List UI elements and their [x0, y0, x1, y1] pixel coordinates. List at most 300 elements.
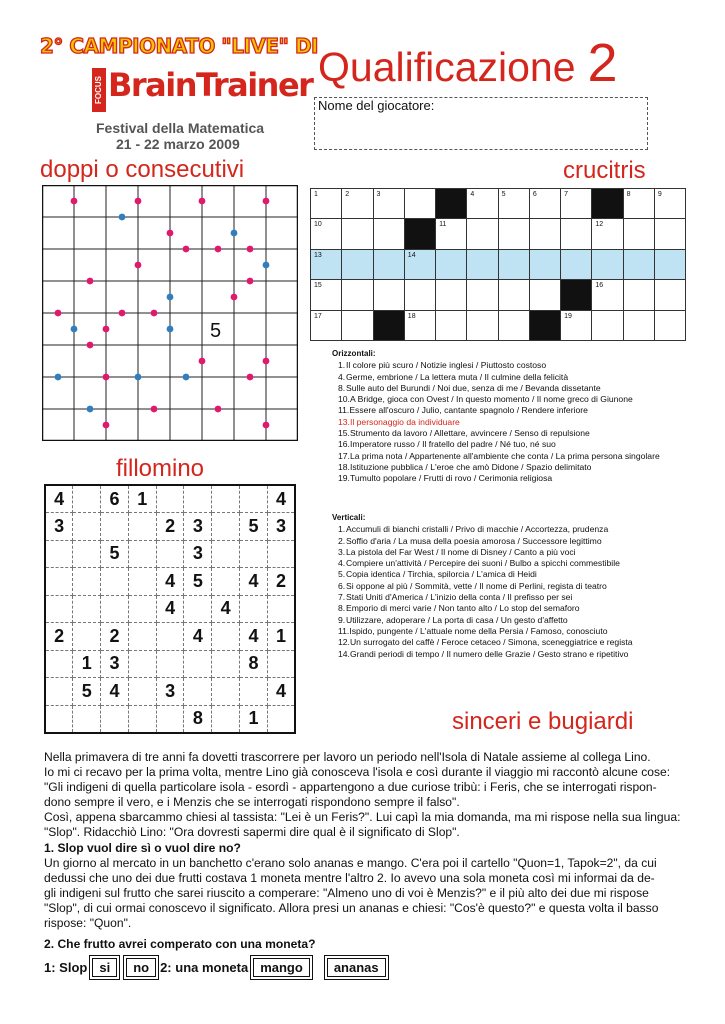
fillomino-cell[interactable]: 3 [45, 513, 73, 541]
fillomino-cell[interactable] [73, 513, 101, 541]
fillomino-cell[interactable] [212, 485, 240, 513]
event-dates: 21 - 22 marzo 2009 [116, 136, 240, 152]
fillomino-cell[interactable] [128, 678, 156, 706]
crucitris-cell[interactable] [467, 249, 498, 279]
fillomino-cell[interactable]: 4 [240, 623, 268, 651]
player-name-label: Nome del giocatore: [318, 98, 435, 113]
fillomino-cell[interactable] [156, 650, 184, 678]
title-text: Qualificazione [318, 44, 576, 90]
crucitris-cell[interactable]: 16 [592, 280, 623, 310]
fillomino-cell[interactable] [45, 650, 73, 678]
clue-number: 8. [338, 603, 346, 614]
orizzontali-clues [332, 348, 660, 485]
crucitris-cell[interactable] [561, 219, 592, 249]
crucitris-cell[interactable] [498, 310, 529, 340]
crucitris-black-cell [561, 280, 592, 310]
fillomino-cell[interactable]: 5 [240, 513, 268, 541]
orizzontali-heading: Orizzontali: [332, 349, 376, 358]
crucitris-cell[interactable] [623, 280, 654, 310]
fillomino-cell[interactable]: 4 [101, 678, 129, 706]
fillomino-cell[interactable]: 4 [184, 623, 212, 651]
doppi-double-dot [55, 310, 62, 317]
fillomino-cell[interactable]: 5 [184, 568, 212, 596]
doppi-double-dot [263, 422, 270, 429]
fillomino-cell[interactable] [156, 705, 184, 733]
sinceri-story [44, 750, 689, 952]
doppi-double-dot [103, 374, 110, 381]
fillomino-row [45, 650, 295, 678]
fillomino-cell[interactable]: 4 [240, 568, 268, 596]
fillomino-cell[interactable]: 3 [184, 540, 212, 568]
fillomino-row [45, 485, 295, 513]
crucitris-row [311, 189, 686, 219]
clue-number: 14. [338, 648, 350, 659]
title-number: 2 [587, 33, 618, 93]
doppi-double-dot [215, 246, 222, 253]
fillomino-cell[interactable] [101, 595, 129, 623]
crucitris-cell[interactable] [436, 249, 467, 279]
clue-number: 4. [338, 371, 346, 382]
doppi-double-dot [151, 406, 158, 413]
crucitris-cell[interactable]: 15 [311, 280, 342, 310]
crucitris-black-cell [529, 310, 560, 340]
fillomino-cell[interactable]: 3 [267, 513, 295, 541]
fillomino-cell[interactable]: 4 [212, 595, 240, 623]
crucitris-cell[interactable] [436, 310, 467, 340]
doppi-clue-number: 5 [210, 320, 222, 342]
crucitris-cell[interactable]: 19 [561, 310, 592, 340]
fillomino-cell[interactable] [45, 705, 73, 733]
clue-text: Compiere un'attività / Percepire dei suoni / Bulbo a spicchi commestibile [346, 558, 620, 569]
fillomino-cell[interactable] [101, 568, 129, 596]
clue-text: Tumulto popolare / Frutti di rovo / Cerimonia religiosa [349, 473, 553, 484]
doppi-consecutive-dot [183, 374, 190, 381]
crucitris-cell[interactable] [436, 280, 467, 310]
fillomino-row [45, 595, 295, 623]
story-line: "Slop", di cui ormai conoscevo il significato. Allora presi un ananas e chiesi: "Cos'è questo?" e questa volta il basso [44, 900, 659, 915]
fillomino-cell[interactable] [267, 705, 295, 733]
crucitris-cell[interactable]: 5 [498, 189, 529, 219]
story-line: Un giorno al mercato in un banchetto c'erano solo ananas e mango. C'era poi il cartello "Quon=1, Tapok=2", da cui [44, 855, 657, 870]
fillomino-cell[interactable] [73, 485, 101, 513]
clue-item [332, 428, 660, 439]
fillomino-cell[interactable] [101, 705, 129, 733]
crucitris-cell[interactable] [342, 219, 373, 249]
crucitris-cell[interactable] [342, 310, 373, 340]
doppi-double-dot [103, 326, 110, 333]
clue-number: 1. [338, 360, 346, 371]
fillomino-cell[interactable] [73, 568, 101, 596]
fillomino-cell[interactable]: 8 [240, 650, 268, 678]
crucitris-cell[interactable]: 12 [592, 219, 623, 249]
doppi-double-dot [199, 358, 206, 365]
crucitris-cell[interactable] [623, 249, 654, 279]
fillomino-cell[interactable]: 5 [101, 540, 129, 568]
fillomino-row [45, 623, 295, 651]
clue-text: Essere all'oscuro / Julio, cantante spagnolo / Rendere inferiore [349, 405, 588, 416]
doppi-double-dot [183, 246, 190, 253]
story-line: rispose: "Quon". [44, 916, 132, 931]
fillomino-cell[interactable] [101, 513, 129, 541]
clue-item [332, 394, 660, 405]
fillomino-cell[interactable] [73, 705, 101, 733]
sinceri-title: sinceri e bugiardi [452, 708, 634, 735]
fillomino-row [45, 568, 295, 596]
clue-item [332, 626, 633, 637]
doppi-consecutive-dot [119, 214, 126, 221]
fillomino-cell[interactable] [156, 540, 184, 568]
crucitris-cell[interactable] [561, 249, 592, 279]
fillomino-cell[interactable] [45, 678, 73, 706]
doppi-double-dot [263, 358, 270, 365]
clue-item [332, 603, 633, 614]
clue-text: Germe, embrione / La lettera muta / Il culmine della felicità [346, 371, 569, 382]
clue-text: Si oppone al più / Sommità, vette / Il nome di Perlini, regista di teatro [346, 580, 607, 591]
clue-number: 2. [338, 535, 346, 546]
fillomino-cell[interactable] [45, 595, 73, 623]
fillomino-cell[interactable] [156, 623, 184, 651]
crucitris-cell[interactable]: 10 [311, 219, 342, 249]
crucitris-cell[interactable] [592, 249, 623, 279]
fillomino-cell[interactable] [73, 595, 101, 623]
fillomino-row [45, 540, 295, 568]
doppi-puzzle-grid[interactable] [42, 185, 298, 441]
fillomino-cell[interactable]: 3 [184, 513, 212, 541]
fillomino-cell[interactable] [128, 650, 156, 678]
doppi-double-dot [87, 278, 94, 285]
clue-item [332, 383, 660, 394]
fillomino-cell[interactable] [240, 540, 268, 568]
clue-number: 6. [338, 580, 346, 591]
clue-text: Sulle auto del Burundi / Noi due, senza di me / Bevanda dissetante [346, 382, 601, 393]
fillomino-cell[interactable]: 2 [45, 623, 73, 651]
clue-number: 5. [338, 569, 346, 580]
fillomino-cell[interactable] [240, 595, 268, 623]
clue-number: 7. [338, 592, 346, 603]
crucitris-cell[interactable]: 2 [342, 189, 373, 219]
clue-item [332, 649, 633, 660]
crucitris-cell[interactable]: 8 [623, 189, 654, 219]
doppi-consecutive-dot [167, 326, 174, 333]
clue-item [332, 473, 660, 484]
crucitris-cell[interactable]: 7 [561, 189, 592, 219]
championship-banner: 2° CAMPIONATO "LIVE" DI [40, 34, 318, 58]
clue-number: 16. [338, 439, 350, 450]
clue-text: Grandi periodi di tempo / Il numero delle Grazie / Gesto strano e ripetitivo [349, 648, 629, 659]
doppi-double-dot [215, 406, 222, 413]
fillomino-cell[interactable] [212, 705, 240, 733]
crucitris-cell[interactable] [529, 219, 560, 249]
fillomino-cell[interactable] [212, 513, 240, 541]
fillomino-cell[interactable]: 3 [156, 678, 184, 706]
doppi-title: doppi o consecutivi [40, 156, 245, 183]
fillomino-cell[interactable] [45, 540, 73, 568]
doppi-double-dot [247, 246, 254, 253]
clue-text: Ispido, pungente / L'attuale nome della Persia / Famoso, conosciuto [349, 625, 608, 636]
crucitris-cell[interactable] [342, 280, 373, 310]
doppi-double-dot [263, 198, 270, 205]
clue-number: 17. [338, 450, 350, 461]
crucitris-cell[interactable]: 9 [654, 189, 685, 219]
clue-text: La prima nota / Appartenente all'ambiente che conta / La prima persona singolare [349, 450, 660, 461]
clue-text: Il colore più scuro / Notizie inglesi / Piuttosto costoso [346, 360, 547, 371]
crucitris-cell[interactable] [498, 219, 529, 249]
clue-text: Emporio di merci varie / Non tanto alto / Lo stop del semaforo [346, 603, 580, 614]
crucitris-cell[interactable] [498, 249, 529, 279]
clue-item [332, 581, 633, 592]
clue-text: Utilizzare, adoperare / La porta di casa / Un gesto d'affetto [346, 614, 568, 625]
crucitris-cell[interactable] [373, 249, 404, 279]
doppi-double-dot [103, 422, 110, 429]
clue-item [332, 372, 660, 383]
crucitris-row [311, 219, 686, 249]
crucitris-cell[interactable] [654, 280, 685, 310]
question-2: 2. Che frutto avrei comperato con una moneta? [44, 937, 316, 952]
doppi-consecutive-dot [167, 294, 174, 301]
fillomino-cell[interactable]: 8 [184, 705, 212, 733]
doppi-double-dot [151, 310, 158, 317]
crucitris-row [311, 280, 686, 310]
crucitris-cell[interactable] [467, 219, 498, 249]
clue-text: Soffio d'aria / La musa della poesia amorosa / Successore legittimo [346, 535, 602, 546]
fillomino-cell[interactable] [128, 595, 156, 623]
fillomino-cell[interactable] [212, 568, 240, 596]
story-line: dono sempre il vero, e i Menzis che se interrogati rispondono sempre il falso". [44, 795, 460, 810]
doppi-consecutive-dot [135, 374, 142, 381]
fillomino-cell[interactable]: 1 [267, 623, 295, 651]
crucitris-cell[interactable] [623, 219, 654, 249]
doppi-double-dot [247, 278, 254, 285]
story-line: Nella primavera di tre anni fa dovetti trascorrere per lavoro un periodo nell'Isola di Natale assieme al collega Lino. [44, 750, 651, 764]
fillomino-cell[interactable]: 2 [156, 513, 184, 541]
clue-text: Un surrogato del caffè / Feroce cetaceo / Simona, sceneggiatrice e regista [349, 637, 633, 648]
clue-number: 13. [338, 416, 350, 427]
clue-number: 10. [338, 394, 350, 405]
fillomino-cell[interactable] [156, 485, 184, 513]
clue-item [332, 592, 633, 603]
doppi-consecutive-dot [263, 262, 270, 269]
crucitris-cell[interactable] [529, 280, 560, 310]
crucitris-cell[interactable] [592, 310, 623, 340]
fillomino-cell[interactable]: 1 [128, 485, 156, 513]
fillomino-cell[interactable]: 3 [101, 650, 129, 678]
doppi-consecutive-dot [87, 406, 94, 413]
answer-si-box[interactable]: si [92, 958, 117, 977]
fillomino-cell[interactable]: 1 [73, 650, 101, 678]
answer-2-label: 2: una moneta [160, 960, 249, 975]
story-line: "Slop". Ridacchiò Lino: "Ora dovresti sapermi dire qual è il significato di Slop". [44, 825, 460, 840]
crucitris-cell[interactable]: 17 [311, 310, 342, 340]
verticali-heading: Verticali: [332, 513, 366, 522]
doppi-double-dot [119, 310, 126, 317]
doppi-double-dot [247, 374, 254, 381]
crucitris-cell[interactable] [404, 280, 435, 310]
crucitris-cell[interactable]: 3 [373, 189, 404, 219]
fillomino-cell[interactable] [128, 513, 156, 541]
question-1: 1. Slop vuol dire sì o vuol dire no? [44, 840, 241, 855]
crucitris-cell[interactable] [467, 310, 498, 340]
clue-text: Istituzione pubblica / L'eroe che amò Didone / Spazio delimitato [349, 461, 592, 472]
clue-number: 1. [338, 524, 346, 535]
crucitris-black-cell [436, 189, 467, 219]
clue-text: Stati Uniti d'America / L'inizio della conta / Il prefisso per sei [346, 592, 573, 603]
clue-text: Imperatore russo / Il fratello del padre / Né tuo, né suo [349, 439, 556, 450]
crucitris-cell[interactable] [342, 249, 373, 279]
clue-number: 18. [338, 461, 350, 472]
crucitris-black-cell [373, 310, 404, 340]
crucitris-cell[interactable] [529, 249, 560, 279]
fillomino-cell[interactable]: 6 [101, 485, 129, 513]
clue-item [332, 451, 660, 462]
fillomino-cell[interactable]: 4 [45, 485, 73, 513]
crucitris-black-cell [592, 189, 623, 219]
crucitris-cell[interactable] [654, 219, 685, 249]
crucitris-cell[interactable]: 1 [311, 189, 342, 219]
fillomino-cell[interactable] [73, 540, 101, 568]
fillomino-cell[interactable] [240, 678, 268, 706]
crucitris-cell[interactable]: 14 [404, 249, 435, 279]
doppi-double-dot [71, 198, 78, 205]
crucitris-cell[interactable] [373, 280, 404, 310]
story-line: gli indigeni sul frutto che sarei riuscito a comperare: "Almeno uno di voi è Menzis?" e il più alto dei due mi rispose [44, 885, 649, 900]
fillomino-cell[interactable]: 4 [267, 485, 295, 513]
doppi-consecutive-dot [71, 326, 78, 333]
doppi-consecutive-dot [231, 230, 238, 237]
fillomino-cell[interactable] [212, 623, 240, 651]
crucitris-cell[interactable] [654, 249, 685, 279]
clue-number: 9. [338, 614, 346, 625]
clue-item [332, 536, 633, 547]
fillomino-cell[interactable]: 5 [73, 678, 101, 706]
fillomino-cell[interactable] [212, 540, 240, 568]
answer-1-label: 1: Slop [44, 960, 88, 975]
fillomino-cell[interactable] [212, 678, 240, 706]
fillomino-title: fillomino [116, 455, 205, 482]
fillomino-cell[interactable] [73, 623, 101, 651]
clue-item [332, 405, 660, 416]
doppi-double-dot [167, 230, 174, 237]
fillomino-cell[interactable] [184, 678, 212, 706]
clue-text: Copia identica / Tirchia, spilorcia / L'amica di Heidi [346, 569, 537, 580]
clue-item [332, 558, 633, 569]
fillomino-cell[interactable] [45, 568, 73, 596]
story-line: dedussi che uno dei due frutti costava 1 moneta mentre l'altro 2. Io avevo una sola moneta così mi informai da de- [44, 870, 655, 885]
clue-item [332, 547, 633, 558]
fillomino-cell[interactable] [267, 540, 295, 568]
doppi-double-dot [135, 198, 142, 205]
clue-number: 12. [338, 637, 350, 648]
brand-logo: BrainTrainer [108, 66, 313, 104]
story-line: Così, appena sbarcammo chiesi al tassista: "Lei è un Feris?". Lui capì la mia domanda, ma mi rispose nella sua lingua: [44, 810, 681, 825]
clue-number: 11. [338, 405, 350, 416]
fillomino-row [45, 705, 295, 733]
clue-text: Il personaggio da individuare [349, 416, 460, 427]
fillomino-cell[interactable] [128, 540, 156, 568]
fillomino-cell[interactable]: 1 [240, 705, 268, 733]
fillomino-cell[interactable]: 4 [156, 568, 184, 596]
festival-name: Festival della Matematica [96, 120, 265, 136]
fillomino-cell[interactable] [184, 485, 212, 513]
crucitris-cell[interactable]: 6 [529, 189, 560, 219]
crucitris-cell[interactable] [404, 189, 435, 219]
clue-item [332, 439, 660, 450]
clue-item [332, 615, 633, 626]
crucitris-cell[interactable] [373, 219, 404, 249]
fillomino-cell[interactable]: 2 [267, 568, 295, 596]
crucitris-grid[interactable] [310, 188, 686, 341]
fillomino-cell[interactable] [267, 595, 295, 623]
fillomino-cell[interactable] [128, 705, 156, 733]
crucitris-cell[interactable]: 4 [467, 189, 498, 219]
crucitris-row [311, 249, 686, 279]
fillomino-cell[interactable] [212, 650, 240, 678]
doppi-consecutive-dot [55, 374, 62, 381]
focus-logo: FOCUS [92, 68, 106, 112]
clue-item [332, 417, 660, 428]
clue-text: Accumuli di bianchi cristalli / Privo di macchie / Accortezza, prudenza [346, 524, 609, 535]
story-line: "Gli indigeni di quella particolare isola - esordì - appartengono a due curiose tribù: i Feris, che se interrogati rispon- [44, 780, 657, 795]
fillomino-row [45, 513, 295, 541]
fillomino-cell[interactable] [240, 485, 268, 513]
clue-text: La pistola del Far West / Il nome di Disney / Canto a più voci [346, 546, 576, 557]
answer-mango-box[interactable]: mango [253, 958, 310, 977]
page-title [318, 33, 618, 93]
fillomino-cell[interactable]: 4 [156, 595, 184, 623]
crucitris-title: crucitris [563, 157, 646, 184]
answer-no-box[interactable]: no [126, 958, 156, 977]
clue-number: 8. [338, 382, 346, 393]
clue-text: Strumento da lavoro / Allettare, avvincere / Senso di repulsione [349, 428, 590, 439]
fillomino-grid[interactable] [44, 484, 296, 734]
fillomino-cell[interactable] [184, 595, 212, 623]
doppi-double-dot [135, 262, 142, 269]
crucitris-cell[interactable] [498, 280, 529, 310]
clue-number: 15. [338, 428, 350, 439]
clue-number: 3. [338, 546, 346, 557]
crucitris-black-cell [404, 219, 435, 249]
fillomino-cell[interactable] [184, 650, 212, 678]
answer-ananas-box[interactable]: ananas [327, 958, 386, 977]
crucitris-cell[interactable]: 11 [436, 219, 467, 249]
clue-text: A Bridge, gioca con Ovest / In questo momento / Il nome greco di Giunone [349, 394, 633, 405]
fillomino-cell[interactable] [128, 568, 156, 596]
clue-number: 11. [338, 625, 350, 636]
crucitris-cell[interactable] [623, 310, 654, 340]
doppi-double-dot [87, 342, 94, 349]
crucitris-cell[interactable]: 18 [404, 310, 435, 340]
crucitris-row [311, 310, 686, 340]
clue-item [332, 569, 633, 580]
fillomino-row [45, 678, 295, 706]
clue-number: 19. [338, 473, 350, 484]
verticali-clues [332, 512, 633, 660]
doppi-double-dot [199, 198, 206, 205]
clue-item [332, 524, 633, 535]
fillomino-cell[interactable]: 2 [101, 623, 129, 651]
crucitris-cell[interactable] [467, 280, 498, 310]
story-line: Io mi ci recavo per la prima volta, mentre Lino già conosceva l'isola e così durante il viaggio mi raccontò alcune cose: [44, 765, 671, 780]
clue-item [332, 637, 633, 648]
answer-row [44, 958, 390, 977]
crucitris-cell[interactable] [654, 310, 685, 340]
fillomino-cell[interactable] [267, 650, 295, 678]
clue-item [332, 462, 660, 473]
crucitris-cell[interactable]: 13 [311, 249, 342, 279]
fillomino-cell[interactable]: 4 [267, 678, 295, 706]
clue-item [332, 360, 660, 371]
doppi-double-dot [231, 294, 238, 301]
fillomino-cell[interactable] [128, 623, 156, 651]
